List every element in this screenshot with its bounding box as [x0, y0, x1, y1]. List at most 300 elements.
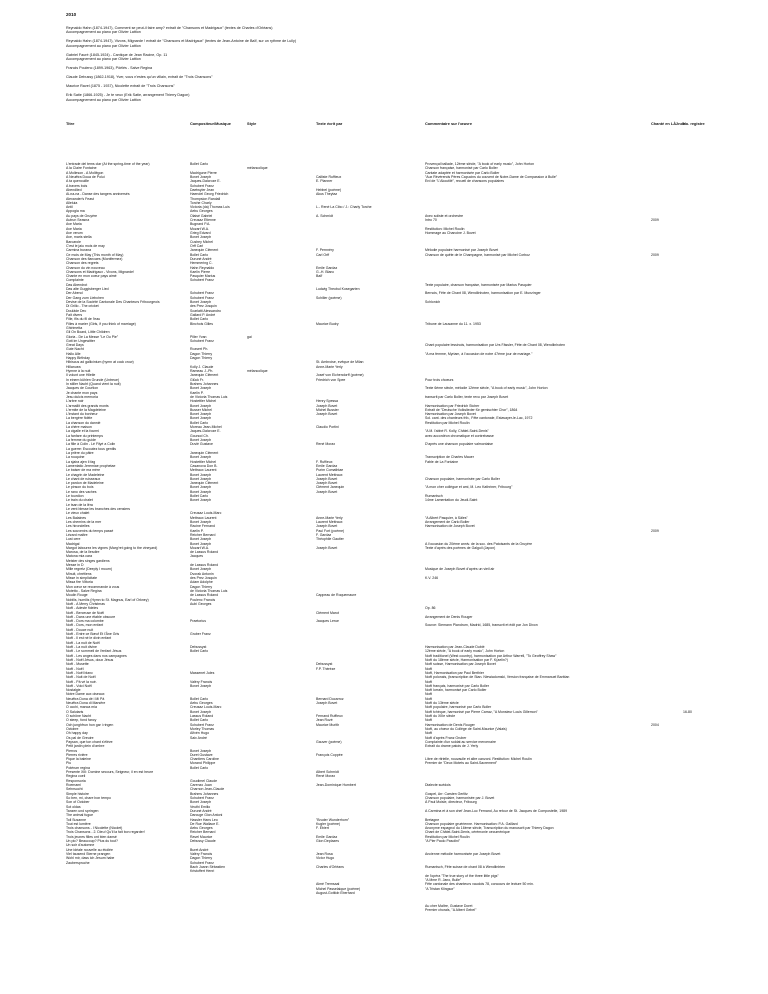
intro-line: Reynaldo Hahn (1874-1947), Comment se peut-il faire amy? extrait de "Chansons et Madrigaux" (textes de Charles d'Orléans) — [66, 26, 273, 30]
table-cell-titre: Le vent blesse les branches des censiers — [66, 507, 131, 511]
table-cell-commentaire: Texte 6ème siècle, mélodie 12ème siècle, "A book of early music", John Horton — [425, 386, 548, 391]
table-cell-commentaire: Noël tchèque, harmonisé par Pierre Carraz, "A Monsieur Louis Gillemon" — [425, 709, 538, 714]
table-cell-compositeur: Jacques — [190, 554, 204, 559]
table-cell-compositeur: Bovet Joseph — [190, 489, 212, 494]
table-cell-titre: Roemami — [66, 783, 81, 787]
table-cell-titre: Octobre — [66, 726, 79, 731]
table-cell-compositeur: Mettraux Laurent — [190, 468, 217, 473]
table-cell-compositeur: Bovet Joseph — [190, 800, 212, 805]
table-cell-compositeur: Casanova Don B. — [190, 463, 218, 468]
table-cell-chante: 2009 — [651, 218, 659, 223]
table-cell-titre: Nostalgie — [66, 688, 81, 693]
table-cell-compositeur: Rozsert Ph. — [190, 347, 209, 352]
intro-line: Claude Debussy (1862-1918), Yver, vous n'estes qu'un villain, extrait de "Trois Chansons" — [66, 75, 213, 80]
table-cell-compositeur: Kristoffert Henri — [190, 869, 215, 874]
table-cell-compositeur: Alfvén Hugo — [190, 731, 210, 736]
table-cell-titre: L'ermite de la Magdeleine — [66, 407, 106, 412]
table-cell-texte: F. Ruffieux — [316, 459, 333, 464]
table-cell-titre: Ai-na-na - Danse des tangers anniversés — [66, 192, 130, 197]
table-cell-texte: Emile Gardaz — [316, 265, 338, 270]
table-cell-titre: Matona mia cara — [66, 554, 93, 559]
table-cell-titre: Ave verum — [66, 231, 83, 235]
table-cell-titre: Chanson des fiancaes (Montfermez) — [66, 256, 123, 261]
table-cell-titre: Le rano des vaches — [66, 489, 97, 494]
table-cell-commentaire: Arrangement de Carlo Boller — [425, 519, 470, 524]
table-cell-titre: Zauberspruche — [66, 860, 90, 865]
intro-paragraph — [66, 53, 686, 62]
table-cell-titre: Noël - Dors, mon enfant — [66, 623, 104, 628]
table-cell-texte: Jacques Lerue — [316, 619, 339, 624]
table-cell-commentaire: Chanson de quête de le Champagne, harmonisé par Michel Corboz — [425, 252, 530, 257]
table-cell-titre: Le vieux chalet — [66, 511, 90, 516]
intro-line: Accompagnement au piano par Olivier Lattion — [66, 30, 141, 35]
table-cell-titre: Lézard maître — [66, 532, 88, 537]
table-cell-commentaire: Noël du 13ème siècle — [425, 701, 459, 706]
table-cell-texte: Ludwig Theobul Kosegarten — [316, 287, 360, 292]
table-cell-compositeur: Kaelin Pierre — [190, 269, 211, 274]
table-cell-commentaire: Tribune de Lausanne du 11. x. 1953 — [425, 321, 481, 326]
table-cell-titre: Une idéale nouvelle au étoilée — [66, 847, 113, 852]
table-cell-commentaire: Noël — [425, 692, 433, 697]
table-cell-commentaire: Rumantsch — [425, 494, 443, 499]
table-cell-commentaire: Extrait du drame patois de J. Yerly — [425, 744, 479, 749]
header-chante: Chanté en LÂ2nde — [651, 121, 686, 126]
table-cell-titre: Marosa, de la Ilesdire — [66, 550, 100, 555]
table-cell-compositeur: Debussyst — [190, 645, 207, 649]
table-cell-titre: Je chante mon pays — [66, 390, 98, 395]
table-cell-texte: Josef von Eichendorff (poème) — [316, 373, 364, 378]
table-cell-titre: Hallo Alle — [66, 351, 81, 356]
table-cell-compositeur: Creusaz Etienne — [190, 218, 216, 223]
table-cell-compositeur: Bovet Joseph — [190, 386, 212, 391]
table-cell-compositeur: Bollet Carlo — [190, 765, 209, 770]
table-cell-titre: Noël - Il est né le divin enfant — [66, 636, 112, 641]
table-cell-commentaire: "A Tristan Klingsor" — [425, 886, 455, 891]
table-cell-texte: "Bruder Wunderhorn" — [316, 817, 350, 822]
table-cell-titre: A Molleson - A Mollêgon — [66, 170, 104, 175]
table-cell-compositeur: Schubert Franz — [190, 278, 214, 283]
table-cell-titre: Alleluia — [66, 200, 78, 205]
table-cell-compositeur: Olaisé Gabriel — [190, 213, 213, 218]
table-cell-titre: Noël - Dors ma colombe — [66, 619, 104, 624]
intro-paragraph — [66, 66, 686, 70]
table-cell-compositeur: Kaelin P. — [190, 528, 204, 533]
table-cell-titre: Barcarole — [66, 239, 81, 244]
table-cell-commentaire — [425, 917, 625, 921]
table-cell-titre: Noël - Pâ vè la nuè. — [66, 679, 97, 684]
table-cell-titre: Le chagrin de Madeleine — [66, 472, 105, 477]
table-cell-compositeur: de Victoria Thomas Luis — [190, 588, 228, 593]
table-cell-commentaire: Bretagne — [425, 817, 440, 822]
table-cell-compositeur: de Lassus Roland — [190, 550, 219, 555]
table-cell-commentaire: Arrangement de Denis Rouger — [425, 614, 473, 619]
table-cell-titre: Antil — [66, 205, 73, 210]
table-cell-titre: Di Grillo - The cricket — [66, 304, 99, 309]
table-cell-titre: Mon cœur se recommande à vous — [66, 584, 120, 589]
table-cell-titre: Das Abendrot — [66, 282, 88, 287]
table-cell-texte: Joseph Bovet — [316, 524, 338, 529]
intro-line: Gabriel Fauré (1845-1924) - Cantique de Jean Racine, Op. 11 — [66, 52, 168, 57]
table-cell-compositeur: Brahms Johannes — [190, 791, 219, 796]
table-cell-compositeur: Bovet Joseph — [190, 300, 212, 304]
table-cell-commentaire: Dialecte suédois — [425, 783, 451, 787]
table-cell-commentaire: Transcription de Charles Mauer — [425, 455, 474, 460]
table-cell-titre: In einem kühlen Grunde (Untreue) — [66, 377, 120, 382]
table-cell-compositeur: Bovet Joseph — [190, 683, 212, 688]
table-cell-titre: Jesu dulcis memoria — [66, 394, 98, 399]
table-cell-compositeur: Duret Gustave — [190, 752, 213, 757]
table-cell-texte: Debussyst — [316, 662, 333, 667]
table-cell-texte: Joseph Bovet — [316, 481, 338, 486]
table-cell-titre: Moulin Rouge — [66, 593, 88, 598]
table-cell-commentaire: Noël, Harmonisation par Paul Berthier — [425, 670, 484, 675]
table-cell-titre: Le pinson du bois — [66, 485, 94, 490]
table-cell-compositeur: Schubert Franz — [190, 291, 214, 296]
table-cell-titre: L'armallit des grands monts — [66, 403, 109, 408]
table-cell-titre: Neuêtra Dona dé i Mi Pâ — [66, 696, 105, 701]
table-cell-compositeur: Duruné André — [190, 256, 212, 261]
table-cell-compositeur: Janequin Clément — [190, 248, 219, 253]
table-cell-titre: Chante en mon coeur pays aimé — [66, 274, 117, 279]
table-cell-commentaire: Fête cantonale des chanteurs vaudois 78, concours de lecture 50 min. — [425, 882, 534, 887]
table-cell-compositeur: Dvorak Antonin — [190, 571, 214, 576]
table-cell-commentaire: Restitution par Michel Roulin — [425, 420, 470, 425]
table-cell-titre: Chanson du vin nouveau — [66, 265, 105, 270]
table-cell-compositeur: Carenzo Juan — [190, 783, 212, 787]
table-cell-titre: Chanson des regrets — [66, 261, 99, 266]
table-cell-titre: Neuêtra Dona di Marsêre — [66, 701, 106, 706]
table-cell-compositeur: Jaques-Dalcroze E. — [190, 179, 221, 184]
table-cell-titre: Ce mois de May (This month of May) — [66, 252, 124, 257]
table-cell-titre: Das alte Guggisberger Lied — [66, 287, 109, 292]
table-cell-compositeur: Aebu Georges — [190, 826, 213, 831]
table-cell-commentaire: Ancienne mélodie harmonisée par Joseph Bovet — [425, 852, 501, 856]
table-cell-texte: Jean Rosa — [316, 852, 333, 856]
table-cell-compositeur: Bovet Joseph — [190, 519, 212, 524]
table-cell-compositeur: Binchois Gilles — [190, 321, 213, 326]
table-cell-compositeur: Schubert Franz — [190, 795, 214, 800]
table-cell-titre: Tout est lumière — [66, 821, 91, 826]
table-cell-compositeur: Bovet Joseph — [190, 748, 212, 753]
table-cell-titre: Ave Maria — [66, 222, 82, 227]
table-cell-commentaire: Gospel, Arr: Carsten Gerlitz — [425, 791, 468, 796]
header-registre: No. registre — [683, 121, 705, 126]
table-cell-chante: 2009 — [651, 252, 659, 257]
table-cell-titre: Noël - Noël blanc — [66, 670, 93, 675]
table-cell-titre: O Salutaris — [66, 709, 84, 714]
table-cell-texte: François Coppée — [316, 752, 343, 757]
table-cell-compositeur: Piller Yvan — [190, 334, 207, 339]
table-cell-texte: Joseph Bovet — [316, 412, 338, 417]
table-cell-compositeur: Bovet Joseph — [190, 455, 212, 460]
table-cell-titre: Carmina burana — [66, 248, 92, 253]
table-cell-commentaire: Schlonich — [425, 300, 441, 304]
table-cell-commentaire: Avec soliste et orchestre — [425, 213, 464, 218]
table-cell-compositeur: Hahn Reynaldo — [190, 265, 215, 270]
table-cell-texte: Michel Bussier — [316, 407, 339, 412]
table-cell-titre: Piu — [66, 761, 72, 766]
table-cell-texte: Joseph Bovet — [316, 701, 338, 706]
table-cell-compositeur: Aubi Georges — [190, 601, 212, 606]
table-cell-titre: Devise de la Société Cantonale Des Chanteurs Fribourgeois — [66, 300, 160, 304]
table-cell-compositeur: Chantiers Caroline — [190, 757, 219, 762]
table-cell-titre: Regina coeli — [66, 774, 86, 779]
table-cell-titre: Madrigal — [66, 541, 80, 546]
table-cell-commentaire: Intro 70 — [425, 218, 437, 223]
table-cell-titre: La cigalle et la fourmi — [66, 429, 100, 434]
table-cell-texte: F. Gardaz — [316, 532, 332, 537]
table-cell-compositeur: Bovet Joseph — [190, 412, 212, 417]
table-cell-commentaire: Chant de Châtel-Saint-Denis, cérémonie oecuménique — [425, 830, 510, 835]
table-cell-commentaire: "A M. l'abbé R. Kolly, Châtel-Saint-Denis" — [425, 429, 489, 434]
table-cell-texte: Purim Comathtae — [316, 468, 344, 473]
table-cell-titre: La rouquine — [66, 455, 85, 460]
header-titre: Titre — [66, 121, 75, 126]
table-cell-compositeur: Torche Charly — [190, 200, 212, 205]
table-cell-titre: Nobilis, humilis (Hymn to St. Magnus, Earl of Orkney) — [66, 597, 149, 602]
table-cell-titre: La chanson du dannié — [66, 420, 101, 425]
table-cell-style: mélancolique — [247, 166, 268, 171]
table-cell-titre: Les souvenirs du temps passé — [66, 528, 114, 533]
table-cell-titre: Au pays de Gruyère — [66, 213, 98, 218]
table-cell-compositeur: Haendel Georg Friedrich — [190, 192, 229, 197]
table-cell-compositeur: Scarlatti Alessandro — [190, 308, 221, 313]
table-cell-texte: Victor Hugo — [316, 856, 335, 861]
column-titre — [66, 162, 192, 865]
column-registre — [683, 162, 707, 714]
table-cell-titre: Noël - Noël — [66, 666, 84, 671]
table-cell-titre: Gil On Board, Little Children — [66, 330, 110, 335]
table-cell-texte: G.-H. Blanc — [316, 269, 335, 274]
table-cell-compositeur: Hostettler Michel — [190, 459, 217, 464]
table-cell-commentaire: Noël — [425, 679, 433, 684]
table-cell-compositeur: de Victoria Thomas Luis — [190, 394, 228, 399]
table-cell-commentaire: transcrit par Carlo Boller, texte revu par Joseph Bovet — [425, 394, 509, 399]
table-cell-compositeur: Reicher Bernard — [190, 532, 216, 537]
table-cell-titre: Pierres rivière — [66, 752, 88, 757]
table-cell-texte: Bernard Ducarroz — [316, 696, 344, 701]
table-cell-titre: Noël - La nuit de Noël — [66, 640, 100, 645]
intro-line: Accompagnement au piano par Olivier Lattion — [66, 57, 141, 62]
table-cell-compositeur: Busser Michel — [190, 407, 212, 412]
table-cell-commentaire: Harmonisation par Joseph Bovet — [425, 412, 476, 417]
table-cell-compositeur: Creusaz Louis-Marc — [190, 511, 222, 516]
table-cell-texte: Cappeau de Roquemaure — [316, 593, 357, 598]
table-cell-compositeur: Daetwyler Jean — [190, 187, 215, 192]
table-cell-titre: Paysan, que ton chant s'élève — [66, 739, 113, 744]
table-cell-compositeur: Duviè Gustave — [190, 442, 213, 447]
table-cell-titre: La fanfare du printemps — [66, 433, 103, 438]
table-cell-commentaire: Harmonisation de Denis Rouger — [425, 722, 475, 727]
table-cell-texte: St. Ambroise, evêque de Milan — [316, 360, 364, 365]
intro-paragraph — [66, 39, 686, 48]
table-cell-commentaire: Noël — [425, 731, 433, 736]
table-cell-texte: Maurice Murith — [316, 722, 340, 727]
table-cell-commentaire: Cantate adaptée et harmonisée par Carlo Boller — [425, 170, 500, 175]
table-cell-titre: Hibiscus ad gallicinium (hymn at cock crow) — [66, 360, 134, 365]
table-cell-commentaire: Provençal ballade, 12ème siècle, "A book of early music", John Horton — [425, 162, 535, 166]
table-cell-compositeur: de Lassus Roland — [190, 563, 219, 568]
table-cell-titre: Oh happy day — [66, 731, 88, 736]
table-cell-titre: Complainte — [66, 278, 84, 283]
table-cell-commentaire: Libre de ritrielle, nouvaulle et allre canzoni. Restitution: Michel Roulin — [425, 757, 532, 762]
table-cell-commentaire: Chanson française, harmonisé par Carlo Boller — [425, 166, 498, 171]
table-cell-commentaire: Fable de La Fontaine — [425, 459, 459, 464]
table-cell-compositeur: Bovet Joseph — [190, 567, 212, 572]
table-cell-compositeur: Gounod Ch. — [190, 433, 209, 438]
table-cell-compositeur: Morley Thomas — [190, 726, 215, 731]
table-cell-titre: A Neuêtra Doua de Poluí — [66, 174, 105, 179]
table-cell-compositeur: Rameau J.-Ph. — [190, 369, 214, 373]
table-cell-titre: Pique la baleine — [66, 757, 91, 762]
table-cell-compositeur: Dagon Thierry — [190, 856, 213, 861]
table-cell-titre: Motetto - Salve Regina — [66, 588, 102, 593]
table-cell-compositeur: Bovet Joseph — [190, 438, 212, 442]
table-cell-texte: Maurice Budry — [316, 321, 339, 326]
table-cell-titre: Misse in simplicitate — [66, 576, 98, 580]
table-cell-compositeur: Gallard P. André — [190, 312, 216, 317]
program-intro — [66, 26, 686, 107]
table-cell-compositeur: Bach Joann Sébastien — [190, 864, 226, 869]
header-commentaire: Commentaire sur l'œuvre — [425, 121, 472, 126]
table-cell-commentaire: Noël français, harmonisé par Carlo Boller — [425, 683, 489, 688]
table-cell-compositeur: Aebu Georges — [190, 701, 213, 706]
intro-paragraph — [66, 84, 686, 88]
table-cell-texte: Joseph Bovet — [316, 476, 338, 481]
table-cell-compositeur: Jaques-Dalcroze E. — [190, 429, 221, 434]
table-cell-commentaire: avec accordéon chromatique et contrebasse — [425, 433, 494, 438]
table-cell-titre: Gott im Ungewitter — [66, 338, 95, 343]
table-cell-commentaire: Noël — [425, 666, 433, 671]
table-cell-compositeur: Bovet Joseph — [190, 416, 212, 421]
table-cell-commentaire: Texte d'après des poèmes de Galguil (Japon) — [425, 545, 496, 550]
table-cell-compositeur: Brahms Johannes — [190, 381, 219, 386]
table-cell-compositeur: Hemmering C. — [190, 261, 213, 266]
table-cell-titre: Presente XIII: Domine secours, Seigneur, il en est heure — [66, 770, 154, 775]
column-texte — [316, 162, 400, 895]
table-cell-commentaire: D'après une chanson populaire valmontaise — [425, 442, 493, 447]
table-cell-commentaire: Noël — [425, 696, 433, 701]
table-cell-commentaire: Noël — [425, 718, 433, 723]
table-cell-texte: René Morax — [316, 442, 336, 447]
table-cell-titre: Autrun Seasna — [66, 218, 90, 223]
table-cell-texte: Baïf — [316, 274, 323, 279]
table-cell-commentaire: Texte populaire, chanson française, harmonisée par Marius Pasquier — [425, 282, 532, 287]
intro-line: Reynaldo Hahn (1874-1947), Vivons, Mignarde ! extrait de "Chansons et Madrigaux" (textes de Jean-Antoine de Baïf, sur un rythme de Lully) — [66, 39, 297, 44]
table-cell-titre: L'instant du bonheur — [66, 412, 98, 417]
table-cell-compositeur: Mozart W.A. — [190, 226, 210, 231]
table-cell-titre: Les Balaines — [66, 515, 87, 520]
table-cell-commentaire: Anonyme espagnol du 16ème siècle, Transcription du manuscrit par Thierry Dagon — [425, 826, 554, 831]
table-cell-compositeur: Glück Fr. — [190, 377, 205, 382]
table-cell-titre: Os pal de Greuire — [66, 735, 94, 740]
table-cell-titre: Noël - Adeste fideles — [66, 606, 99, 611]
table-cell-compositeur: Orff Carl — [190, 243, 204, 248]
table-cell-commentaire: Musique de Joseph Bovet d'après un vieil air — [425, 567, 495, 572]
table-cell-commentaire: Chanson populaire gruérienne. Harmonisation: P.A. Gaillard — [425, 821, 518, 826]
table-cell-compositeur: Morand Philippe — [190, 761, 216, 766]
table-cell-titre: La femme du guide — [66, 438, 96, 442]
table-cell-commentaire: À Paul Moisle, directeur, Fribourg — [425, 800, 477, 805]
table-cell-compositeur: Adam Adolphe — [190, 580, 213, 585]
table-cell-compositeur: Schubert Franz — [190, 183, 214, 188]
table-cell-titre: Viel tausend Sterne prangen — [66, 852, 111, 856]
table-cell-titre: Filles à marier (Girls, if you think of marriage) — [66, 321, 136, 326]
table-cell-titre: Appogia ma — [66, 209, 85, 214]
table-cell-titre: Noël - Dans une étable obscure — [66, 614, 116, 619]
table-cell-compositeur: Bovet Joseph — [190, 235, 212, 240]
table-cell-titre: Potérum regina — [66, 765, 90, 770]
table-cell-compositeur: Thompsion Randall — [190, 196, 221, 201]
table-cell-titre: In stiller Nacht (Quand vient la nuit) — [66, 381, 121, 386]
table-cell-titre: Responsoria — [66, 778, 86, 783]
table-cell-commentaire: Au cher Maître, Gustave Doret — [425, 903, 473, 908]
table-cell-compositeur: Veuthi Emilio — [190, 804, 211, 809]
table-cell-titre: Missa fire Vittoria — [66, 580, 93, 585]
table-cell-compositeur: Cushey Michel — [190, 239, 213, 244]
table-cell-commentaire: "A mon cher collègue et ami, M. Leo Kathriner, Fribourg" — [425, 485, 513, 490]
table-cell-commentaire: Mélodie populaire harmonisé par Joseph Bovet — [425, 248, 499, 253]
table-cell-texte: Friedrich von Spee — [316, 377, 346, 382]
table-cell-titre: Hillanuea — [66, 364, 81, 369]
table-cell-commentaire: A Carmina et à son chef Jean-Luc Fernand, Au retour de St. Jacques de Compostelle, 1989 — [425, 808, 568, 813]
table-cell-texte: Henry Spessa — [316, 399, 338, 404]
table-cell-texte: Emile Gardaz — [316, 834, 338, 839]
table-cell-titre: Margot labourez les vignes (Marg'ret going to the vineyard) — [66, 545, 158, 550]
intro-line: Francis Poulenc (1899-1963), Pôèlés - Salve Regina — [66, 66, 153, 71]
table-cell-titre: Noël - Les anges dans nos campagnes — [66, 653, 127, 658]
table-cell-titre: Lust cere — [66, 537, 81, 542]
table-cell-compositeur: Bovet Joseph — [190, 472, 212, 477]
table-cell-texte: E. Planner — [316, 179, 333, 184]
table-cell-compositeur: Buret André — [190, 847, 209, 852]
table-cell-compositeur: Bollet Carlo — [190, 718, 209, 723]
table-cell-compositeur: De Rue Wallace E. — [190, 821, 220, 826]
table-cell-titre: The animal fugue — [66, 813, 94, 818]
table-cell-texte: F. Ebiert — [316, 826, 329, 831]
table-cell-compositeur: Goudimel Claude — [190, 778, 218, 783]
table-cell-titre: So ben, mi, chare bon tempo — [66, 795, 111, 800]
table-cell-compositeur: Bovet Joseph — [190, 476, 212, 481]
year-heading: 2010 — [66, 12, 77, 17]
table-cell-titre: Le baiser de ma mère — [66, 468, 101, 473]
table-cell-commentaire: Noël populaire, harmonisé par Carlo Boller — [425, 705, 492, 710]
table-header — [0, 121, 768, 127]
table-cell-titre: A ta quenouille — [66, 179, 89, 184]
table-cell-titre: Gloria - De La Messe "Le Ou Pie" — [66, 334, 119, 339]
table-cell-compositeur: Kolly J. Claude — [190, 364, 214, 369]
table-cell-commentaire: Sol. cant. des chanteurs frib., Fête cantonale, Estavayer-le-Lac, 1972 — [425, 416, 533, 421]
table-cell-titre: La chère maison — [66, 425, 92, 430]
table-cell-titre: Chansons et Madrigaux - Vivons, Mignarde! — [66, 269, 135, 274]
table-cell-commentaire: Chanson populaire, harmonisée par J. Bovet — [425, 795, 495, 800]
table-cell-commentaire: Chant populaire lessinois, harmonisation par Urs Fässler, Fête de Chant 08, Wendlinhoten — [425, 343, 566, 348]
table-cell-chante: 2004 — [651, 722, 659, 727]
table-cell-titre: Ave, maris stella — [66, 235, 92, 240]
table-cell-titre: Un soir d'automne — [66, 843, 95, 848]
table-cell-commentaire: Complainte d'un soldat au service mercenaire — [425, 739, 496, 744]
table-cell-titre: Le pardon de Madeleine — [66, 481, 104, 486]
table-cell-titre: Pierros — [66, 748, 78, 753]
table-cell-texte: Paul Fort (poème) — [316, 528, 345, 533]
table-cell-texte: Jean-Dominique Humbert — [316, 783, 356, 787]
table-cell-titre: Alexander's Feast — [66, 196, 94, 201]
table-cell-titre: Toll Susanne — [66, 817, 87, 822]
table-cell-titre: Les hirondelles — [66, 524, 90, 529]
table-cell-titre: Happy Birthday — [66, 356, 90, 361]
table-cell-compositeur: Mozart W.A. — [190, 545, 210, 550]
table-cell-compositeur: Dagon Thierry — [190, 351, 213, 356]
